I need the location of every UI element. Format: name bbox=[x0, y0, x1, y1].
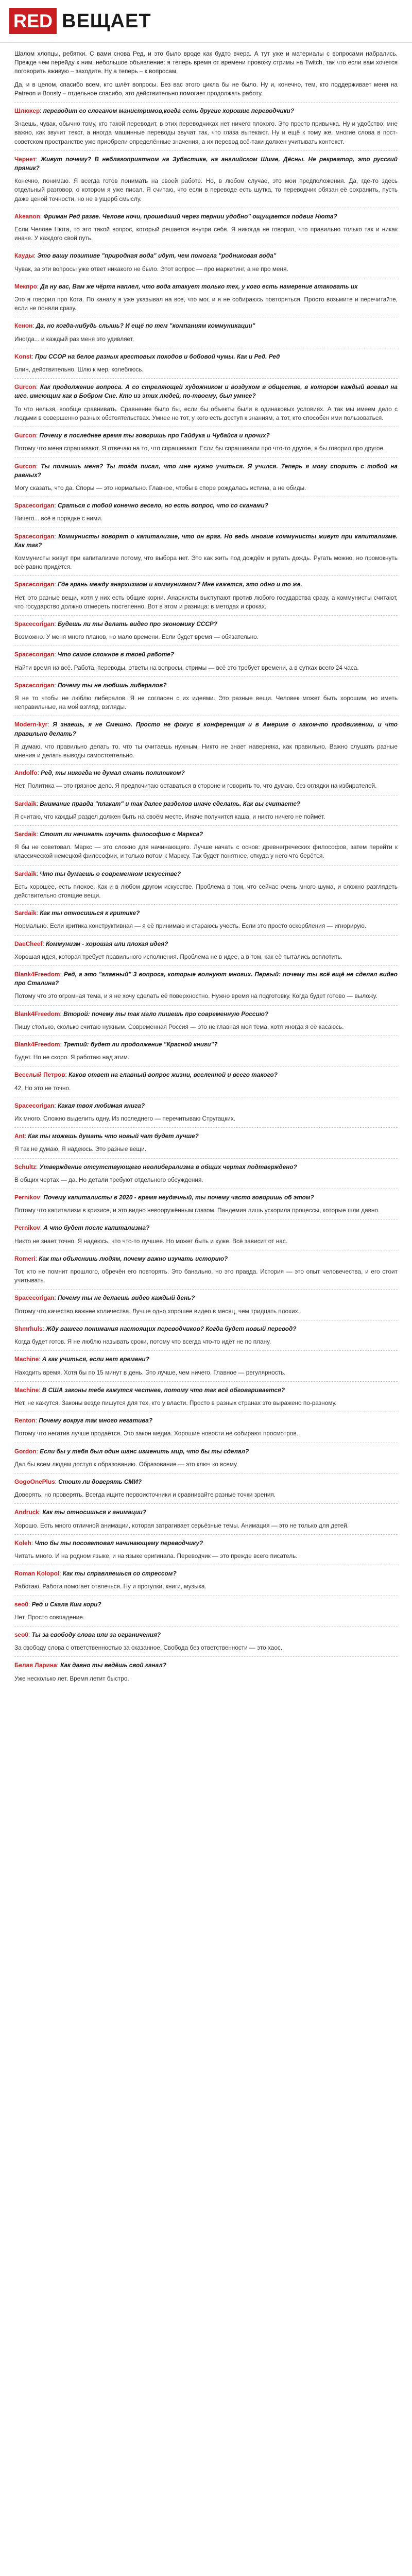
question-text: Стоит ли доверять СМИ? bbox=[58, 1478, 142, 1485]
question: Romeri: Как ты объяснишь людям, почему важно изучать историю? bbox=[14, 1255, 228, 1262]
question-text: Как ты относишься к анимации? bbox=[42, 1509, 147, 1516]
intro-paragraph: Шалом хлопцы, ребятки. С вами снова Ред, и это было вроде как будто вчера. А тут уже и материалы с вопросами набрались. Прежде чем перейду к ним, небольшое объявление: я теперь время от времени провожу стримы на Twitch, так что если вам хочется поговорить вживую – заходите. Ну а теперь – к вопросам. bbox=[14, 50, 398, 75]
question-author: Gurcon bbox=[14, 462, 36, 470]
answer-text: Ничего... всё в порядке с ними. bbox=[14, 515, 102, 522]
question-author: Shmrhuls bbox=[14, 1325, 43, 1332]
answer-text: Потому что качество важнее количества. Лучше одно хорошее видео в месяц, чем тридцать плохих. bbox=[14, 1307, 300, 1315]
question-text: Ред и Скала Ким кори? bbox=[31, 1600, 101, 1608]
question-author: Белая Ларина bbox=[14, 1662, 57, 1669]
question-text: Внимание правда "плакат" и так далее разделов иначе сделать. Как вы считаете? bbox=[40, 800, 301, 807]
question-author: Spacecorigan bbox=[14, 532, 55, 540]
logo-text: ВЕЩАЕТ bbox=[62, 10, 151, 32]
question: Pernikov: Почему капиталисты в 2020 - время неудачный, ты почему часто говоришь об этом? bbox=[14, 1194, 314, 1201]
answer-text: Найти время на всё. Работа, переводы, ответы на вопросы, стримы — всё это требует времени, а в сутках всего 24 часа. bbox=[14, 664, 359, 671]
question-text: Стоит ли начинать изучать философию с Маркса? bbox=[40, 830, 203, 838]
qa-separator bbox=[14, 150, 398, 151]
question: Spacecorigan: Что самое сложное в твоей работе? bbox=[14, 651, 175, 658]
question-author: Blank4Freedom bbox=[14, 1010, 60, 1018]
answer-text: Знаешь, чувак, обычно тому, кто такой переводит, в этих переводчиках нет ничего плохого. Это просто привычка. Ну и удобство: мне важно, как звучит текст, а иногда машинные переводы звучат так, что глаза вытекают. Ну и ещё к тому же, многие слова в пост-советском пространстве уже приобрели определённые значения, а их перевод всё-таки должен учитывать контекст. bbox=[14, 120, 398, 145]
question-author: Ant bbox=[14, 1132, 25, 1140]
answer-text: Я думаю, что правильно делать то, что ты считаешь нужным. Никто не знает наверняка, как правильно. Важно слушать разные мнения и делать выводы самостоятельно. bbox=[14, 742, 398, 759]
question-author: Machine bbox=[14, 1386, 39, 1394]
question: Andolfo: Ред, ты никогда не думал стать политиком? bbox=[14, 769, 185, 777]
qa-separator bbox=[14, 615, 398, 616]
question: Machine: А как учиться, если нет времени? bbox=[14, 1355, 149, 1363]
qa-separator bbox=[14, 1005, 398, 1006]
qa-separator bbox=[14, 935, 398, 936]
answer-text: Никто не знает точно. Я надеюсь, что что-то лучшее. Но может быть и хуже. Всё зависит от нас. bbox=[14, 1237, 287, 1245]
answer-text: Потому что капитализм в кризисе, и это видно невооружённым глазом. Пандемия лишь ускорила процессы, которые шли давно. bbox=[14, 1207, 380, 1214]
question-author: Gurcon bbox=[14, 383, 36, 391]
answer-text: Есть хорошее, есть плохое. Как и в любом другом искусстве. Проблема в том, что сейчас очень много шума, и сложно разглядеть действительно стоящие вещи. bbox=[14, 883, 398, 899]
logo bbox=[9, 8, 151, 34]
question-text: Это вашу позитиве "природная вода" идут, чем помогла "родниковая вода" bbox=[37, 252, 277, 260]
answer-text: Доверять, но проверять. Всегда ищите первоисточники и сравнивайте разные точки зрения. bbox=[14, 1491, 276, 1499]
answer-text: Уже несколько лет. Время летит быстро. bbox=[14, 1674, 129, 1682]
question-text: Живут почему? В неблагоприятном на Зубастике, на английском Шиме, Дёсны. Не рекреатор, это русский пряник? bbox=[14, 155, 398, 172]
answer-text: Нет. Политика — это грязное дело. Я предпочитаю оставаться в стороне и говорить то, что думаю, без оглядки на избирателей. bbox=[14, 782, 377, 790]
question: Spacecorigan: Почему ты не любишь либералов? bbox=[14, 681, 167, 689]
question-text: Ты за свободу слова или за ограничения? bbox=[31, 1631, 161, 1638]
answer-text: Читать много. И на родном языке, и на языке оригинала. Переводчик — это прежде всего писатель. bbox=[14, 1552, 298, 1560]
question-author: Шлюхер bbox=[14, 107, 40, 115]
question: Sardaik: Что ты думаешь о современном искусстве? bbox=[14, 870, 181, 877]
question-author: Sardaik bbox=[14, 909, 37, 917]
qa-separator bbox=[14, 1158, 398, 1159]
answer-text: Если Челове Нюта, то это такой вопрос, который решается внутри себя. Я никогда не говорил, что правильно только так и никак иначе. У каждого свой путь. bbox=[14, 226, 398, 242]
question-text: Как ты относишься к критике? bbox=[40, 909, 140, 917]
answer-text: Я не то чтобы не люблю либералов. Я не согласен с их идеями. Это разные вещи. Человек может быть хорошим, но иметь неправильные, на мой взгляд, взгляды. bbox=[14, 694, 398, 711]
question-author: Spacecorigan bbox=[14, 1101, 55, 1109]
question: seo0: Ред и Скала Ким кори? bbox=[14, 1600, 101, 1608]
answer-text: Нормально. Если критика конструктивная — я её принимаю и стараюсь учесть. Если это просто оскорбления — игнорирую. bbox=[14, 922, 367, 930]
question-text: Третий: будет ли продолжение "Красной книги"? bbox=[63, 1041, 218, 1048]
question-author: seo0 bbox=[14, 1631, 28, 1638]
question: Andruck: Как ты относишься к анимации? bbox=[14, 1509, 147, 1516]
answer-text: Иногда... и каждый раз меня это удивляет. bbox=[14, 335, 134, 343]
question-author: Мекпро bbox=[14, 282, 37, 290]
answer-text: Я считаю, что каждый раздел должен быть на своём месте. Иначе получится каша, и никто ничего не поймёт. bbox=[14, 812, 325, 820]
question: Koleh: Что бы ты посоветовал начинающему переводчику? bbox=[14, 1539, 203, 1547]
answer-text: Нет. Просто совпадение. bbox=[14, 1613, 85, 1621]
question-author: Веселый Петров bbox=[14, 1071, 65, 1079]
question-author: Sardaik bbox=[14, 800, 37, 807]
question-author: Renton bbox=[14, 1417, 36, 1425]
qa-separator bbox=[14, 825, 398, 826]
question-text: Как ты объяснишь людям, почему важно изучать историю? bbox=[39, 1255, 228, 1262]
question-text: Как ты справляешься со стрессом? bbox=[62, 1570, 177, 1578]
answer-text: Возможно. У меня много планов, но мало времени. Если будет время — обязательно. bbox=[14, 633, 259, 641]
question: Кауды: Это вашу позитиве "природная вода" идут, чем помогла "родниковая вода" bbox=[14, 252, 277, 260]
question-author: Pernikov bbox=[14, 1224, 40, 1232]
question-text: Я знаешь, я не Смешно. Просто не фокус в конференция и в Америке о каком-то продвижении, и что правильно делать? bbox=[14, 721, 398, 737]
question-author: Schultz bbox=[14, 1163, 36, 1171]
question-text: Сраться с тобой конечно весело, но есть вопрос, что со сканами? bbox=[57, 502, 268, 510]
question-author: GogoOnePlus bbox=[14, 1478, 55, 1485]
question-text: Да ну вас, Вам же чёрта наплел, что вода атакует только тех, у кого есть намерение атаковать их bbox=[40, 282, 358, 290]
question: GogoOnePlus: Стоит ли доверять СМИ? bbox=[14, 1478, 142, 1485]
qa-separator bbox=[14, 1503, 398, 1504]
question-text: Почему ты не делаешь видео каждый день? bbox=[57, 1294, 195, 1302]
question: Gordon: Если бы у тебя был один шанс изменить мир, что бы ты сделал? bbox=[14, 1447, 249, 1455]
qa-separator bbox=[14, 764, 398, 765]
question-author: Sardaik bbox=[14, 870, 37, 877]
answer-text: Чувак, за эти вопросы уже ответ никакого не было. Этот вопрос — про маркетинг, а не про меня. bbox=[14, 265, 288, 273]
question-text: Что самое сложное в твоей работе? bbox=[57, 651, 175, 658]
question: Sardaik: Стоит ли начинать изучать философию с Маркса? bbox=[14, 830, 203, 838]
answer-text: За свободу слова с ответственностью за сказанное. Свобода без ответственности — это хаос. bbox=[14, 1644, 283, 1652]
question-text: Коммунизм - хорошая или плохая идея? bbox=[45, 940, 168, 947]
question: Sardaik: Как ты относишься к критике? bbox=[14, 909, 140, 917]
question: Schultz: Утверждение отсутствующего неолиберализма в общих чертах подтверждено? bbox=[14, 1163, 297, 1171]
question-text: Фриман Ред разве. Челове ночи, прошедший через тернии удобно" ощущается подвиг Нюта? bbox=[43, 212, 337, 220]
answer-text: Коммунисты живут при капитализме потому, что выбора нет. Это как жить под дождём и ругать дождь. Ругать можно, но промокнуть всё равно придётся. bbox=[14, 554, 398, 571]
qa-separator bbox=[14, 1350, 398, 1351]
question: Sardaik: Внимание правда "плакат" и так далее разделов иначе сделать. Как вы считаете? bbox=[14, 800, 301, 807]
question-author: Andruck bbox=[14, 1509, 39, 1516]
qa-separator bbox=[14, 1534, 398, 1535]
question-text: Почему капиталисты в 2020 - время неудачный, ты почему часто говоришь об этом? bbox=[43, 1194, 314, 1201]
question-text: А что будет после капитализма? bbox=[43, 1224, 150, 1232]
question-author: Spacecorigan bbox=[14, 581, 55, 588]
answer-text: Блин, действительно. Шлю к мер, колеблюсь. bbox=[14, 366, 144, 374]
question-author: Konst bbox=[14, 352, 32, 360]
question-text: В США законы тебе кажутся честнее, потому что так всё обговаривается? bbox=[42, 1386, 285, 1394]
question-author: seo0 bbox=[14, 1600, 28, 1608]
question-author: Чернет bbox=[14, 155, 36, 163]
question-text: Ред, а это "главный" 3 вопроса, которые волнуют многих. Первый: почему ты всё ещё не сделал видео про Сталина? bbox=[14, 971, 398, 987]
question-author: Machine bbox=[14, 1355, 39, 1363]
question: DaeCheef: Коммунизм - хорошая или плохая идея? bbox=[14, 940, 168, 947]
question-author: Spacecorigan bbox=[14, 502, 55, 510]
question: Modern-kyr: Я знаешь, я не Смешно. Просто не фокус в конференция и в Америке о каком-то продвижении, и что правильно делать? bbox=[14, 721, 398, 737]
question: Roman Kolopol: Как ты справляешься со стрессом? bbox=[14, 1570, 177, 1578]
question: Renton: Почему вокруг так много негатива? bbox=[14, 1417, 153, 1425]
question: Spacecorigan: Сраться с тобой конечно весело, но есть вопрос, что со сканами? bbox=[14, 502, 268, 510]
question-text: Почему в последнее время ты говоришь про Гайдука и Чубайса и прочих? bbox=[39, 432, 270, 439]
question: Gurcon: Ты помнишь меня? Ты тогда писал, что мне нужно учиться. Я учился. Теперь я могу спорить с тобой на равных? bbox=[14, 462, 398, 479]
question-author: Romeri bbox=[14, 1255, 36, 1262]
question: Spacecorigan: Почему ты не делаешь видео каждый день? bbox=[14, 1294, 195, 1302]
question-text: Если бы у тебя был один шанс изменить мир, что бы ты сделал? bbox=[40, 1447, 249, 1455]
question-text: Почему ты не любишь либералов? bbox=[57, 681, 167, 689]
question-author: Roman Kolopol bbox=[14, 1570, 60, 1578]
answer-text: 42. Но это не точно. bbox=[14, 1084, 71, 1092]
question-text: Где грань между анархизмом и коммунизмом? Мне кажется, это одно и то же. bbox=[57, 581, 302, 588]
qa-list bbox=[14, 102, 398, 1683]
qa-separator bbox=[14, 1127, 398, 1128]
question-text: Да, но когда-нибудь слышь? И ещё по тем "компаниям коммуникации" bbox=[36, 322, 255, 330]
qa-separator bbox=[14, 457, 398, 458]
question-text: Как продолжение вопроса. А со стреляющей художником и воздухом в обществе, в котором каждый воевал на шее, имеющим как в Бобром Сне. Кто из этих людей, по-твоему, был умнее? bbox=[14, 383, 398, 400]
qa-separator bbox=[14, 1656, 398, 1657]
question-text: Как ты можешь думать что новый чат будет лучше? bbox=[28, 1132, 199, 1140]
question-text: Утверждение отсутствующего неолиберализма в общих чертах подтверждено? bbox=[39, 1163, 297, 1171]
question-author: Akeanon bbox=[14, 212, 40, 220]
question-author: Spacecorigan bbox=[14, 1294, 55, 1302]
question-text: При ССОР на белое разных крестовых походов и бобовой чумы. Как и Ред. Ред bbox=[35, 352, 280, 360]
answer-text: Хорошая идея, которая требует правильного исполнения. Проблема не в идее, а в том, как её пытались воплотить. bbox=[14, 953, 343, 960]
logo-red: RED bbox=[9, 8, 57, 34]
question: Machine: В США законы тебе кажутся честнее, потому что так всё обговаривается? bbox=[14, 1386, 285, 1394]
question: Gurcon: Почему в последнее время ты говоришь про Гайдука и Чубайса и прочих? bbox=[14, 432, 270, 439]
question: Gurcon: Как продолжение вопроса. А со стреляющей художником и воздухом в обществе, в котором каждый воевал на шее, имеющим как в Бобром Сне. Кто из этих людей, по-твоему, был умнее? bbox=[14, 383, 398, 400]
answer-text: Могу сказать, что да. Споры — это нормально. Главное, чтобы в споре рождалась истина, а не обиды. bbox=[14, 484, 306, 492]
qa-separator bbox=[14, 1289, 398, 1290]
answer-text: Нет, это разные вещи, хотя у них есть общие корни. Анархисты выступают против любого государства сразу, а коммунисты считают, что государство должно отмереть постепенно. Вот в этом и разница: в методах и сроках. bbox=[14, 594, 398, 610]
question-author: Blank4Freedom bbox=[14, 971, 60, 978]
question-author: Spacecorigan bbox=[14, 620, 55, 628]
answer-text: Это я говорил про Кота. По каналу я уже указывал на все, что мог, и я не собираюсь повторяться. Просто возьмите и перечитайте, если не поняли сразу. bbox=[14, 296, 398, 312]
qa-separator bbox=[14, 904, 398, 905]
question-text: Почему вокруг так много негатива? bbox=[39, 1417, 153, 1425]
question: Кенон: Да, но когда-нибудь слышь? И ещё по тем "компаниям коммуникации" bbox=[14, 322, 255, 330]
answer-text: Дал бы всем людям доступ к образованию. Образование — это ключ ко всему. bbox=[14, 1460, 238, 1468]
answer-text: Я бы не советовал. Маркс — это сложно для начинающего. Лучше начать с основ: древнегреческих философов, затем перейти к классической немецкой философии, и только потом к Марксу. Так будет понятнее, откуда у него что берётся. bbox=[14, 843, 398, 860]
answer-text: Пишу столько, сколько считаю нужным. Современная Россия — это не главная моя тема, хотя иногда я её касаюсь. bbox=[14, 1023, 344, 1030]
question: Blank4Freedom: Ред, а это "главный" 3 вопроса, которые волнуют многих. Первый: почему ты всё ещё не сделал видео про Сталина? bbox=[14, 971, 398, 987]
question-text: Какая твоя любимая книга? bbox=[57, 1101, 145, 1109]
answer-text: Тот, кто не помнит прошлого, обречён его повторять. Это банально, но это правда. История — это опыт человечества, и его стоит учитывать. bbox=[14, 1268, 398, 1284]
question-text: Как давно ты ведёшь свой канал? bbox=[60, 1662, 166, 1669]
question-author: Gordon bbox=[14, 1447, 37, 1455]
question: Konst: При ССОР на белое разных крестовых походов и бобовой чумы. Как и Ред. Ред bbox=[14, 352, 280, 360]
answer-text: Их много. Сложно выделить одну. Из последнего — перечитываю Стругацких. bbox=[14, 1115, 236, 1123]
question: Spacecorigan: Какая твоя любимая книга? bbox=[14, 1101, 145, 1109]
question-text: Что ты думаешь о современном искусстве? bbox=[40, 870, 181, 877]
question: Белая Ларина: Как давно ты ведёшь свой канал? bbox=[14, 1662, 166, 1669]
qa-separator bbox=[14, 575, 398, 576]
question: Ant: Как ты можешь думать что новый чат будет лучше? bbox=[14, 1132, 199, 1140]
answer-text: Когда будет готов. Я не люблю называть сроки, потому что всегда что-то идёт не по плану. bbox=[14, 1338, 271, 1346]
question-author: Koleh bbox=[14, 1539, 31, 1547]
question-text: Ты помнишь меня? Ты тогда писал, что мне нужно учиться. Я учился. Теперь я могу спорить с тобой на равных? bbox=[14, 462, 398, 479]
question-author: Pernikov bbox=[14, 1194, 40, 1201]
question-author: Blank4Freedom bbox=[14, 1041, 60, 1048]
question: Shmrhuls: Жду вашего понимания настоящих переводчиков? Когда будет новый перевод? bbox=[14, 1325, 297, 1332]
question-author: Spacecorigan bbox=[14, 681, 55, 689]
answer-text: Потому что это огромная тема, и я не хочу сделать её поверхностно. Нужно время на подготовку. Когда будет готово — выложу. bbox=[14, 992, 377, 1000]
question-text: Жду вашего понимания настоящих переводчиков? Когда будет новый перевод? bbox=[45, 1325, 297, 1332]
question-text: переводит со слоганом манистримов,когда есть другие хорошие переводчики? bbox=[43, 107, 295, 115]
qa-separator bbox=[14, 865, 398, 866]
question: Чернет: Живут почему? В неблагоприятном на Зубастике, на английском Шиме, Дёсны. Не рекреатор, это русский пряник? bbox=[14, 155, 398, 172]
qa-separator bbox=[14, 676, 398, 677]
answer-text: Конечно, понимаю. Я всегда готов понимать на своей работе. Но, в любом случае, это мои предположения. Да, где-то здесь отдельный разговор, о котором я уже писал. Я считаю, что если в переводе есть шутка, то переводчик обязан её сохранить, пусть даже ценой точности, но не в ущерб смыслу. bbox=[14, 177, 398, 202]
question: seo0: Ты за свободу слова или за ограничения? bbox=[14, 1631, 161, 1638]
answer-text: Потому что меня спрашивают. Я отвечаю на то, что спрашивают. Если бы спрашивали про что-то другое, я бы говорил про другое. bbox=[14, 445, 385, 452]
question-text: А как учиться, если нет времени? bbox=[42, 1355, 149, 1363]
answer-text: Потому что негатив лучше продаётся. Это закон медиа. Хорошие новости не собирают просмотров. bbox=[14, 1430, 298, 1437]
question-author: Andolfo bbox=[14, 769, 38, 777]
answer-text: То что нельзя, вообще сравнивать. Сравнение было бы, если бы объекты были в одинаковых условиях. А так мы имеем дело с людьми в совершенно разных обстоятельствах. Умнее не тот, у кого есть доступ к знаниям, а тот, кто способен ими пользоваться. bbox=[14, 405, 398, 421]
question-author: Sardaik bbox=[14, 830, 37, 838]
answer-text: В общих чертах — да. Но детали требуют отдельного обсуждения. bbox=[14, 1176, 203, 1183]
question-author: Spacecorigan bbox=[14, 651, 55, 658]
question: Akeanon: Фриман Ред разве. Челове ночи, прошедший через тернии удобно" ощущается подвиг Нюта? bbox=[14, 212, 337, 220]
site-header bbox=[0, 0, 412, 43]
answer-text: Работаю. Работа помогает отвлечься. Ну и прогулки, книги, музыка. bbox=[14, 1583, 207, 1590]
question: Шлюхер: переводит со слоганом манистримов,когда есть другие хорошие переводчики? bbox=[14, 107, 295, 115]
answer-text: Находить время. Хотя бы по 15 минут в день. Это лучше, чем ничего. Главное — регулярность. bbox=[14, 1368, 286, 1376]
answer-text: Хорошо. Есть много отличной анимации, которая затрагивает серьёзные темы. Анимация — это не только для детей. bbox=[14, 1521, 349, 1529]
question: Веселый Петров: Каков ответ на главный вопрос жизни, вселенной и всего такого? bbox=[14, 1071, 278, 1079]
qa-separator bbox=[14, 378, 398, 379]
qa-content bbox=[14, 49, 398, 2576]
question: Spacecorigan: Где грань между анархизмом и коммунизмом? Мне кажется, это одно и то же. bbox=[14, 581, 302, 588]
answer-text: Нет, не кажутся. Законы везде пишутся для тех, кто у власти. Просто в разных странах это выражено по-разному. bbox=[14, 1399, 337, 1406]
question-author: DaeCheef bbox=[14, 940, 43, 947]
qa-separator bbox=[14, 965, 398, 966]
answer-text: Я так не думаю. Я надеюсь. Это разные вещи. bbox=[14, 1145, 146, 1153]
qa-separator bbox=[14, 102, 398, 103]
question-author: Gurcon bbox=[14, 432, 36, 439]
question-text: Каков ответ на главный вопрос жизни, вселенной и всего такого? bbox=[68, 1071, 278, 1079]
question-author: Кенон bbox=[14, 322, 33, 330]
question-text: Коммунисты говорят о капитализме, что он враг. Но ведь многие коммунисты живут при капитализме. Как так? bbox=[14, 532, 398, 549]
question-text: Что бы ты посоветовал начинающему переводчику? bbox=[35, 1539, 203, 1547]
question-text: Второй: почему ты так мало пишешь про современную Россию? bbox=[63, 1010, 269, 1018]
question: Мекпро: Да ну вас, Вам же чёрта наплел, что вода атакует только тех, у кого есть намерение атаковать их bbox=[14, 282, 358, 290]
qa-separator bbox=[14, 1381, 398, 1382]
question-text: Будешь ли ты делать видео про экономику СССР? bbox=[57, 620, 217, 628]
intro-paragraph: Да, и в целом, спасибо всем, кто шлёт вопросы. Без вас этого цикла бы не было. Ну и, конечно, тем, кто поддерживает меня на Patreon и Boosty – отдельное спасибо, это действительно помогает продолжать работу. bbox=[14, 80, 398, 97]
question: Blank4Freedom: Второй: почему ты так мало пишешь про современную Россию? bbox=[14, 1010, 269, 1018]
question-author: Modern-kyr bbox=[14, 721, 48, 728]
question-author: Кауды bbox=[14, 252, 34, 260]
question: Spacecorigan: Коммунисты говорят о капитализме, что он враг. Но ведь многие коммунисты живут при капитализме. Как так? bbox=[14, 532, 398, 549]
question-text: Ред, ты никогда не думал стать политиком? bbox=[41, 769, 185, 777]
question: Blank4Freedom: Третий: будет ли продолжение "Красной книги"? bbox=[14, 1041, 218, 1048]
question: Spacecorigan: Будешь ли ты делать видео про экономику СССР? bbox=[14, 620, 217, 628]
question: Pernikov: А что будет после капитализма? bbox=[14, 1224, 150, 1232]
answer-text: Будет. Но не скоро. Я работаю над этим. bbox=[14, 1054, 130, 1061]
